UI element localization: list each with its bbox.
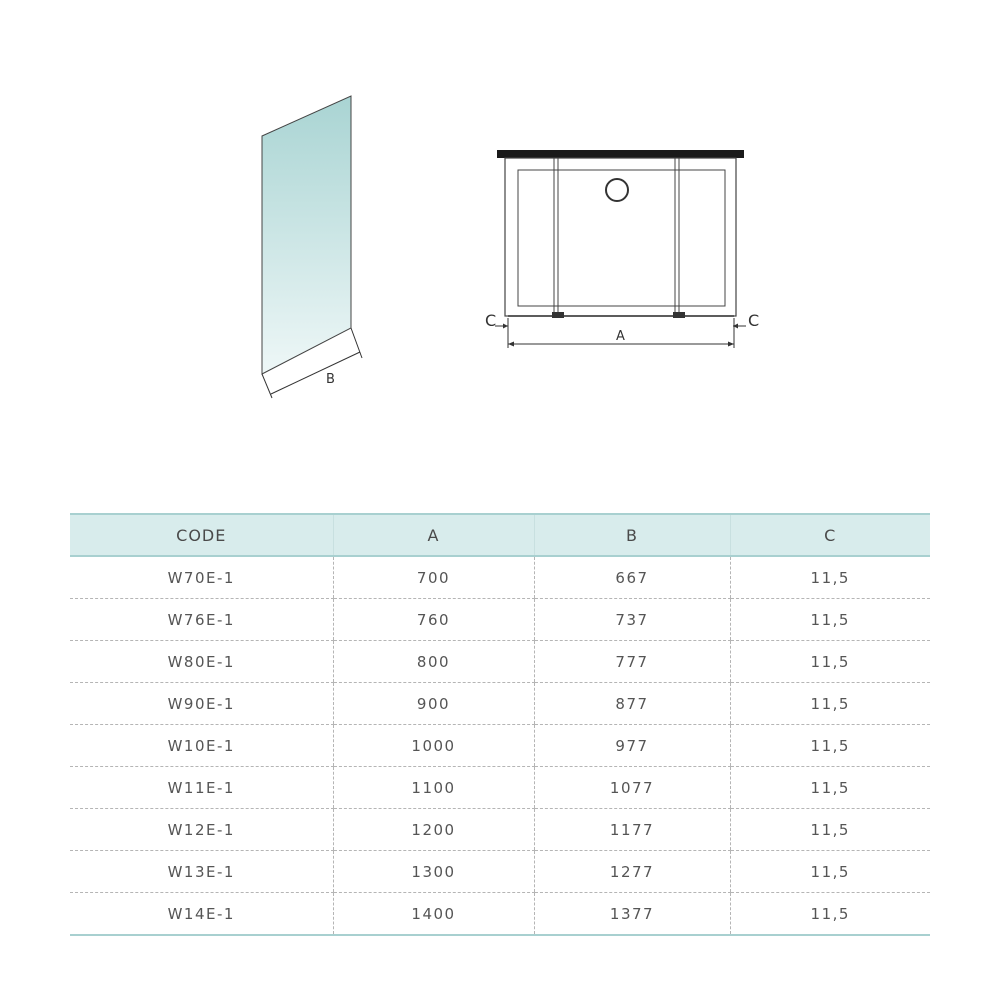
table-row [70,683,930,725]
cell-b: 1277 [534,851,730,893]
cell-c: 11,5 [730,641,930,683]
cell-code: W12E-1 [70,809,333,851]
cell-b: 977 [534,725,730,767]
table-row [70,556,930,599]
cell-a: 1200 [333,809,534,851]
cell-b: 777 [534,641,730,683]
cell-code: W13E-1 [70,851,333,893]
cell-b: 1077 [534,767,730,809]
cell-a: 800 [333,641,534,683]
tray-gap-right-label: C [748,311,760,330]
cell-a: 700 [333,556,534,599]
cell-a: 1400 [333,893,534,936]
cell-c: 11,5 [730,683,930,725]
cell-b: 1177 [534,809,730,851]
header-a: A [333,514,534,556]
glass-panel-drawing [248,92,373,402]
shower-tray-drawing [478,140,768,355]
glass-dimension-label: B [326,372,335,387]
cell-c: 11,5 [730,556,930,599]
cell-b: 667 [534,556,730,599]
cell-a: 1100 [333,767,534,809]
cell-c: 11,5 [730,767,930,809]
table-row [70,641,930,683]
cell-code: W14E-1 [70,893,333,936]
header-code: CODE [70,514,333,556]
cell-b: 877 [534,683,730,725]
cell-code: W11E-1 [70,767,333,809]
header-c: C [730,514,930,556]
table-row [70,725,930,767]
table-row [70,767,930,809]
tray-width-label: A [616,329,625,344]
dimension-table [70,513,930,936]
table-row [70,851,930,893]
cell-c: 11,5 [730,599,930,641]
header-b: B [534,514,730,556]
glass-panel-figure [248,92,373,402]
cell-code: W10E-1 [70,725,333,767]
cell-code: W76E-1 [70,599,333,641]
table-row [70,599,930,641]
cell-b: 1377 [534,893,730,936]
table-row [70,893,930,936]
cell-code: W70E-1 [70,556,333,599]
drain-icon [606,179,628,201]
table-row [70,809,930,851]
cell-c: 11,5 [730,809,930,851]
cell-a: 900 [333,683,534,725]
cell-c: 11,5 [730,893,930,936]
shower-tray-figure [478,140,768,355]
cell-code: W90E-1 [70,683,333,725]
tray-gap-left-label: C [485,311,497,330]
cell-a: 1000 [333,725,534,767]
cell-c: 11,5 [730,851,930,893]
table-header-row [70,514,930,556]
cell-code: W80E-1 [70,641,333,683]
glass-panel-shape [262,96,351,374]
cell-c: 11,5 [730,725,930,767]
cell-b: 737 [534,599,730,641]
wall-bar [497,150,744,158]
cell-a: 1300 [333,851,534,893]
cell-a: 760 [333,599,534,641]
